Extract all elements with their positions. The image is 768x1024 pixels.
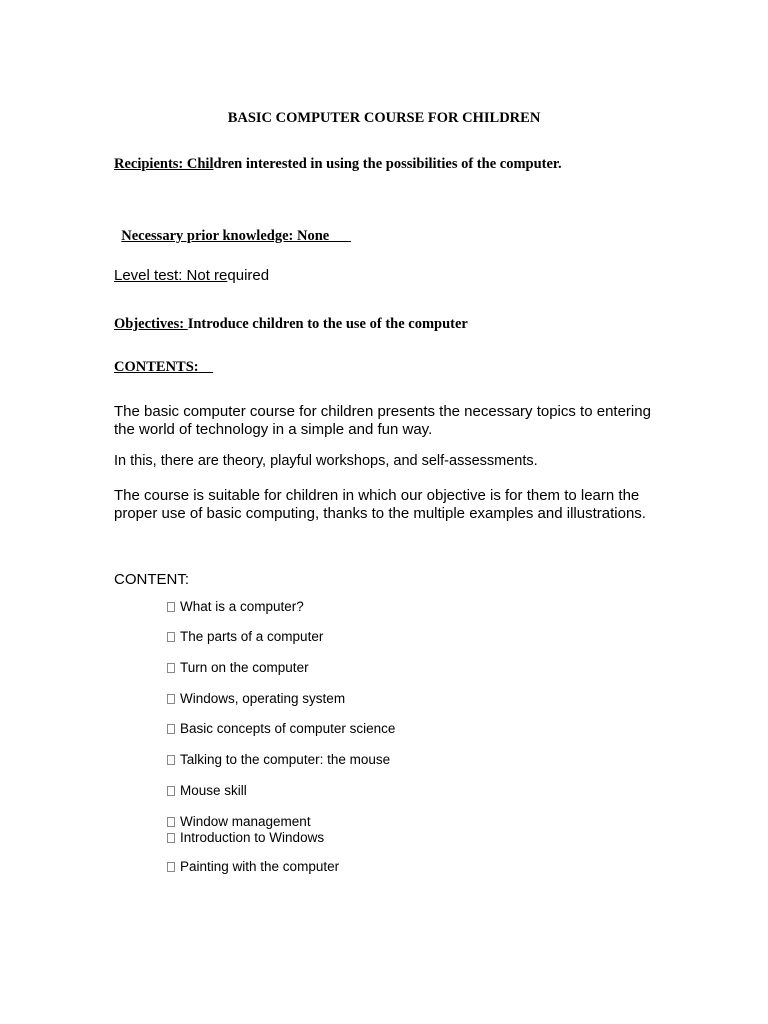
suitability-paragraph: The course is suitable for children in which our objective is for them to learn the proper use of basic computing, thanks to the multiple examples and illustrations. — [114, 487, 646, 522]
list-item — [167, 859, 339, 874]
checkbox-glyph-icon — [167, 602, 175, 612]
checkbox-glyph-icon — [167, 817, 175, 827]
checkbox-glyph-icon — [167, 724, 175, 734]
list-item-label: Windows, operating system — [180, 691, 346, 706]
list-item — [167, 783, 247, 798]
list-item — [167, 830, 324, 845]
content-label: CONTENT: — [114, 571, 189, 588]
list-item-label: The parts of a computer — [180, 629, 324, 644]
contents-heading: CONTENTS: — [114, 359, 214, 375]
checkbox-glyph-icon — [167, 862, 175, 872]
recipients-line — [114, 156, 562, 173]
checkbox-glyph-icon — [167, 663, 175, 673]
checkbox-glyph-icon — [167, 755, 175, 765]
document-title: BASIC COMPUTER COURSE FOR CHILDREN — [227, 110, 541, 126]
list-item-label: Basic concepts of computer science — [180, 721, 396, 736]
list-item — [167, 752, 390, 767]
list-item-label: Introduction to Windows — [180, 830, 325, 845]
checkbox-glyph-icon — [167, 632, 175, 642]
method-paragraph: In this, there are theory, playful workshops, and self-assessments. — [114, 453, 538, 469]
list-item-label: Talking to the computer: the mouse — [180, 752, 391, 767]
objectives-label: Objectives: — [114, 316, 188, 332]
list-item-label: What is a computer? — [180, 599, 304, 614]
objectives-value: Introduce children to the use of the computer — [187, 316, 468, 332]
checkbox-glyph-icon — [167, 833, 175, 843]
prior-knowledge-label: Necessary prior knowledge: None — [121, 228, 351, 244]
list-item-label: Mouse skill — [180, 783, 247, 798]
list-item — [167, 814, 311, 829]
recipients-label: Recipients: Chil — [114, 156, 214, 172]
recipients-value: dren interested in using the possibilities of the computer. — [213, 156, 562, 172]
list-item — [167, 629, 323, 644]
objectives-line — [114, 316, 468, 333]
intro-paragraph: The basic computer course for children presents the necessary topics to entering the world of technology in a simple and fun way. — [114, 403, 651, 438]
checkbox-glyph-icon — [167, 694, 175, 704]
list-item — [167, 721, 395, 736]
list-item-label: Painting with the computer — [180, 859, 340, 874]
level-test-line — [114, 267, 269, 284]
list-item-label: Window management — [180, 814, 311, 829]
prior-knowledge-line — [114, 211, 351, 245]
list-item — [167, 660, 309, 675]
checkbox-glyph-icon — [167, 786, 175, 796]
level-test-value: quired — [227, 267, 270, 284]
level-test-label: Level test: Not re — [114, 267, 228, 284]
list-item — [167, 691, 345, 706]
list-item-label: Turn on the computer — [180, 660, 309, 675]
list-item — [167, 599, 304, 614]
